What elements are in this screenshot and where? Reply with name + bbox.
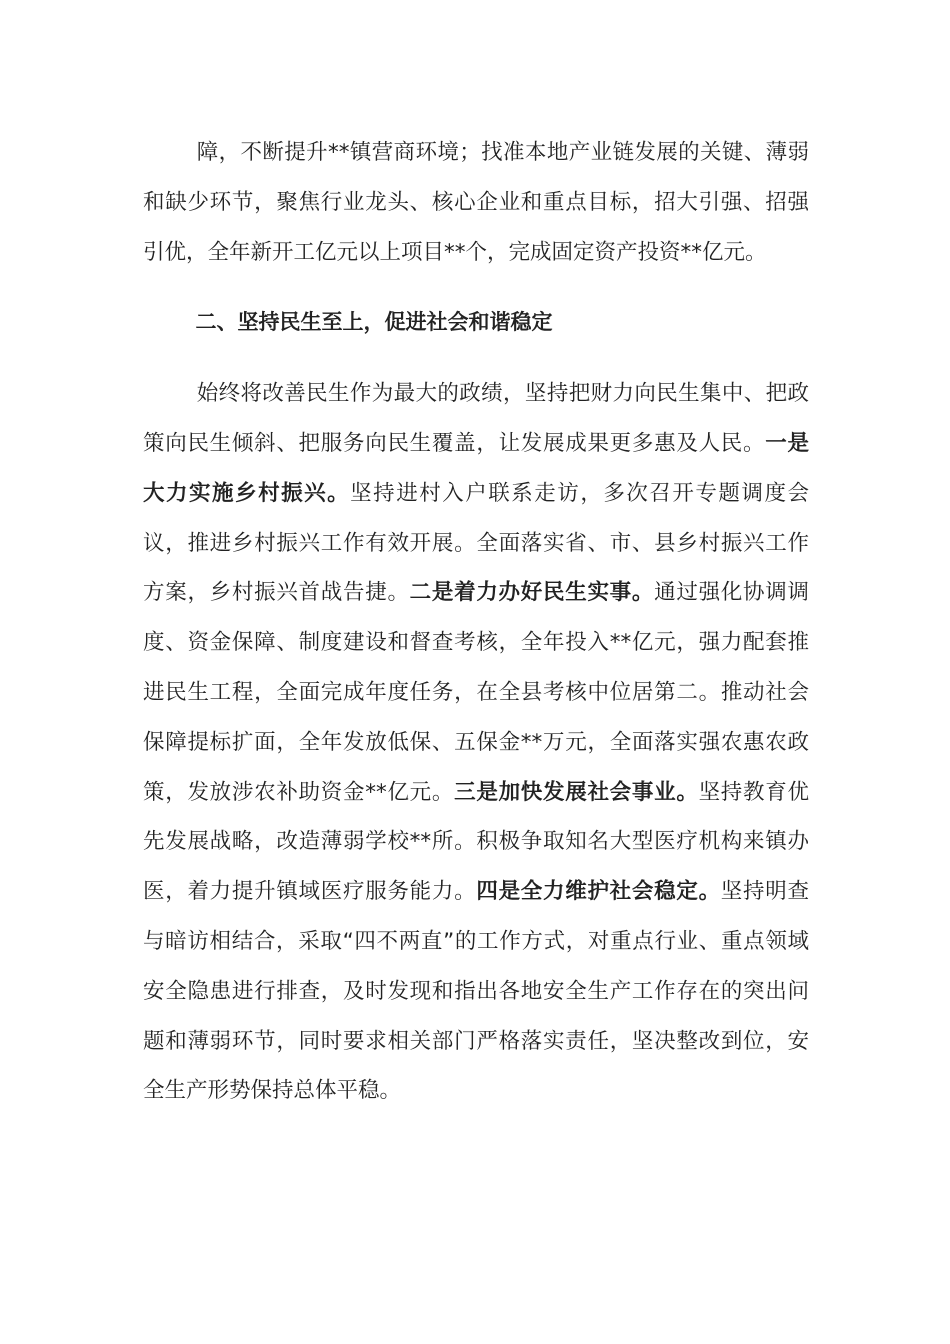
- paragraph-continued: 障，不断提升**镇营商环境；找准本地产业链发展的关键、薄弱和缺少环节，聚焦行业龙头、核心企业和重点目标，招大引强、招强引优，全年新开工亿元以上项目**个，完成固定资产投资**亿元。: [143, 140, 809, 265]
- point-4-text: 坚持明查与暗访相结合，采取“四不两直”的工作方式，对重点行业、重点领域安全隐患进行排查，及时发现和指出各地安全生产工作存在的突出问题和薄弱环节，同时要求相关部门严格落实责任，坚决整改到位，安全生产形势保持总体平稳。: [143, 879, 809, 1104]
- point-3-title: 三是加快发展社会事业。: [454, 779, 699, 805]
- point-4-title: 四是全力维护社会稳定。: [476, 879, 721, 905]
- point-2-title: 二是着力办好民生实事。: [409, 580, 655, 606]
- paragraph-intro: 始终将改善民生作为最大的政绩，坚持把财力向民生集中、把政策向民生倾斜、把服务向民生覆盖，让发展成果更多惠及人民。: [143, 381, 809, 456]
- point-1-text: 坚持进村入户联系走访，多次召开专题调度会议，推进乡村振兴工作有效开展。全面落实省、市、县乡村振兴工作方案，乡村振兴首战告捷。: [143, 480, 809, 606]
- paragraph-livelihood: [143, 369, 809, 1116]
- paragraph-gap: [143, 277, 809, 298]
- point-3-text: 坚持教育优先发展战略，改造薄弱学校**所。积极争取知名大型医疗机构来镇办医，着力提升镇域医疗服务能力。: [143, 779, 809, 905]
- point-2-text: 通过强化协调调度、资金保障、制度建设和督查考核，全年投入**亿元，强力配套推进民生工程，全面完成年度任务，在全县考核中位居第二。推动社会保障提标扩面，全年发放低保、五保金**万元，全面落实强农惠农政策，发放涉农补助资金**亿元。: [143, 580, 809, 805]
- point-1-title: 一是大力实施乡村振兴。: [143, 430, 809, 506]
- document-page: [143, 128, 809, 1116]
- paragraph-gap: [143, 348, 809, 369]
- section-heading: 二、坚持民生至上，促进社会和谐稳定: [195, 310, 553, 335]
